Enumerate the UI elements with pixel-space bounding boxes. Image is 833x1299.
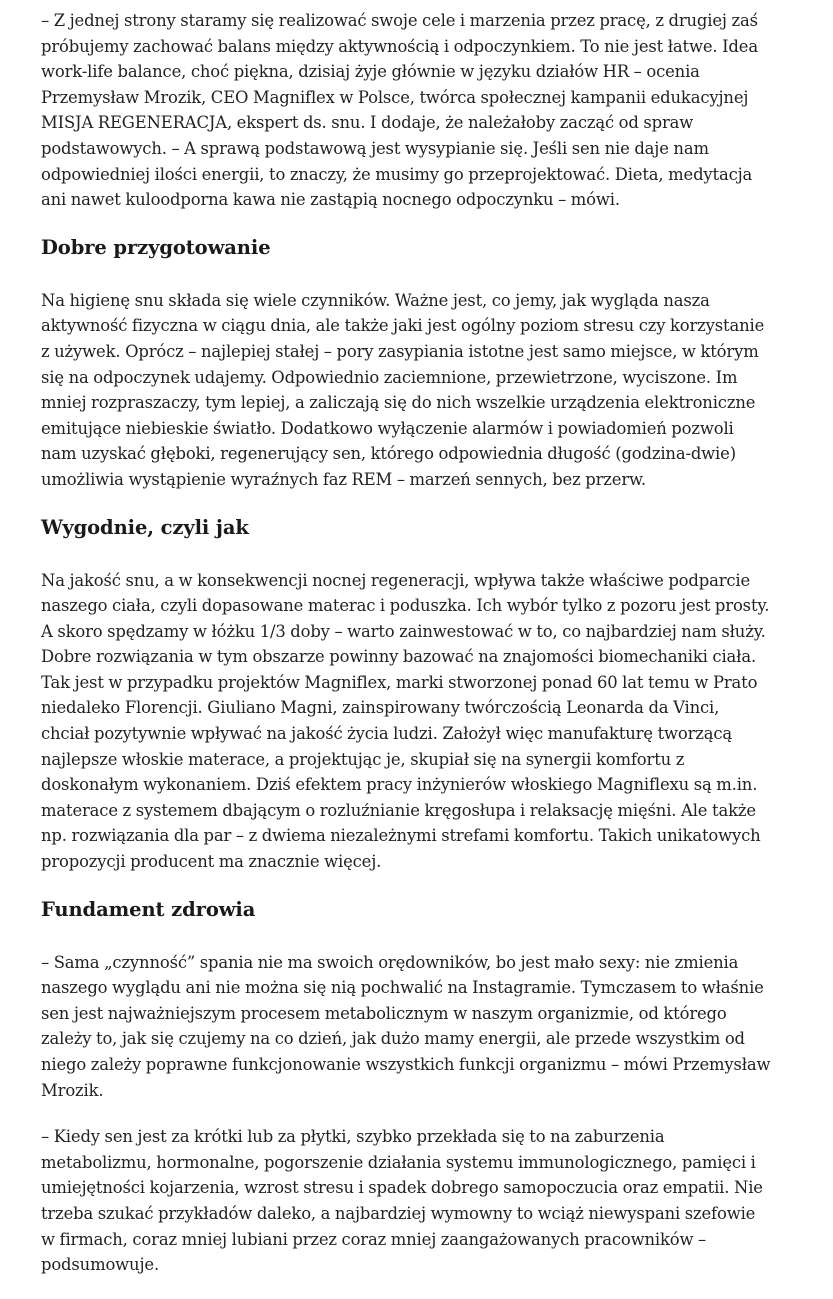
section-heading: Dobre przygotowanie [41,235,271,259]
intro-paragraph: – Z jednej strony staramy się realizować swoje cele i marzenia przez pracę, z drugiej zaś próbujemy zachować balans między aktywnością i odpoczynkiem. To nie jest łatwe. Idea work-life balance, choć piękna, dzisiaj żyje głównie w języku działów HR – ocenia Przemysław Mrozik, CEO Magniflex w Polsce, twórca społecznej kampanii edukacyjnej MISJA REGENERACJA, ekspert ds. snu. I dodaje, że należałoby zacząć od spraw podstawowych. – A sprawą podstawową jest wysypianie się. Jeśli sen nie daje nam odpowiedniej ilości energii, to znaczy, że musimy go przeprojektować. Dieta, medytacja ani nawet kuloodporna kawa nie zastąpią nocnego odpoczynku – mówi. [41,11,758,210]
section-heading: Fundament zdrowia [41,897,256,921]
section-wygodnie-czyli-jak [41,514,771,875]
section-paragraph: – Kiedy sen jest za krótki lub za płytki, szybko przekłada się to na zaburzenia metabolizmu, hormonalne, pogorszenie działania systemu immunologicznego, pamięci i umiejętności kojarzenia, wzrost stresu i spadek dobrego samopoczucia oraz empatii. Nie trzeba szukać przykładów daleko, a najbardziej wymowny to wciąż niewyspani szefowie w firmach, coraz mniej lubiani przez coraz mniej zaangażowanych pracowników – podsumowuje. [41,1127,763,1275]
section-paragraph: Na higienę snu składa się wiele czynników. Ważne jest, co jemy, jak wygląda nasza aktywność fizyczna w ciągu dnia, ale także jaki jest ogólny poziom stresu czy korzystanie z używek. Oprócz – najlepiej stałej – pory zasypiania istotne jest samo miejsce, w którym się na odpoczynek udajemy. Odpowiednio zaciemnione, przewietrzone, wyciszone. Im mniej rozpraszaczy, tym lepiej, a zaliczają się do nich wszelkie urządzenia elektroniczne emitujące niebieskie światło. Dodatkowo wyłączenie alarmów i powiadomień pozwoli nam uzyskać głęboki, regenerujący sen, którego odpowiednia długość (godzina-dwie) umożliwia wystąpienie wyraźnych faz REM – marzeń sennych, bez przerw. [41,290,765,489]
section-dobre-przygotowanie [41,234,771,493]
section-paragraph: Na jakość snu, a w konsekwencji nocnej regeneracji, wpływa także właściwe podparcie naszego ciała, czyli dopasowane materac i poduszka. Ich wybór tylko z pozoru jest prosty. A skoro spędzamy w łóżku 1/3 doby – warto zainwestować w to, co najbardziej nam służy. Dobre rozwiązania w tym obszarze powinny bazować na znajomości biomechaniki ciała. Tak jest w przypadku projektów Magniflex, marki stworzonej ponad 60 lat temu w Prato niedaleko Florencji. Giuliano Magni, zainspirowany twórczością Leonarda da Vinci, chciał pozytywnie wpływać na jakość życia ludzi. Założył więc manufakturę tworzącą najlepsze włoskie materace, a projektując je, skupiał się na synergii komfortu z doskonałym wykonaniem. Dziś efektem pracy inżynierów włoskiego Magniflexu są m.in. materace z systemem dbającym o rozluźnianie kręgosłupa i relaksację mięśni. Ale także np. rozwiązania dla par – z dwiema niezależnymi strefami komfortu. Takich unikatowych propozycji producent ma znacznie więcej. [41,570,770,872]
section-fundament-zdrowia [41,896,771,1278]
section-paragraph: – Sama „czynność” spania nie ma swoich orędowników, bo jest mało sexy: nie zmienia naszego wyglądu ani nie można się nią pochwalić na Instagramie. Tymczasem to właśnie sen jest najważniejszym procesem metabolicznym w naszym organizmie, od którego zależy to, jak się czujemy na co dzień, jak dużo mamy energii, ale przede wszystkim od niego zależy poprawne funkcjonowanie wszystkich funkcji organizmu – mówi Przemysław Mrozik. [41,952,771,1100]
article-body [41,8,771,1299]
section-heading: Wygodnie, czyli jak [41,515,249,539]
